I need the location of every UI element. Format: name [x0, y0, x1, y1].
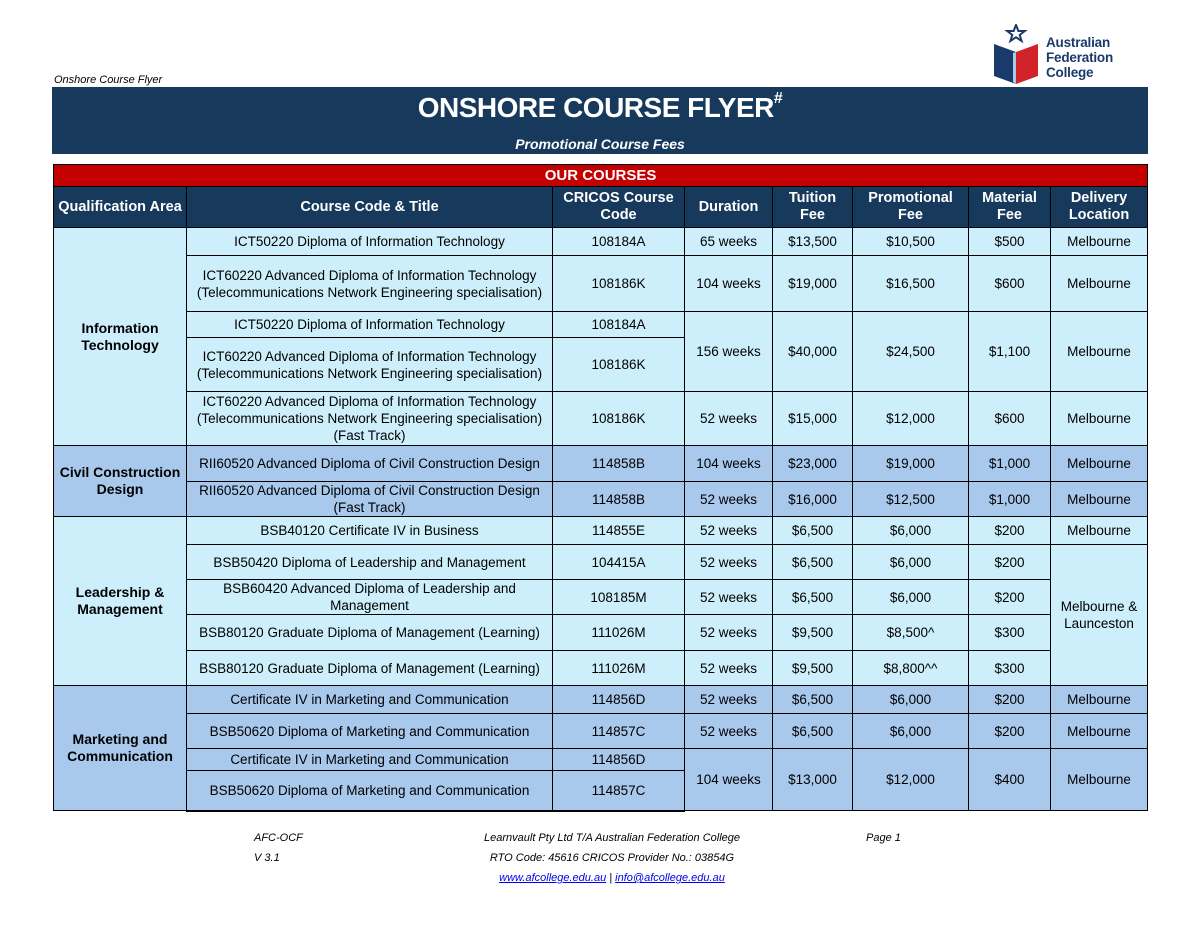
cricos-code: 108184A — [553, 228, 685, 256]
cricos-code: 114856D — [553, 686, 685, 714]
cricos-code: 114856D — [553, 749, 685, 771]
tuition-fee: $6,500 — [773, 580, 853, 615]
course-title: RII60520 Advanced Diploma of Civil Construction Design (Fast Track) — [187, 482, 553, 517]
duration: 52 weeks — [685, 651, 773, 686]
delivery-location: Melbourne — [1051, 749, 1148, 811]
duration: 104 weeks — [685, 446, 773, 482]
promotional-fee: $16,500 — [853, 256, 969, 312]
section-header-row — [54, 165, 1148, 187]
table-row — [54, 749, 1148, 771]
link-separator: | — [606, 872, 616, 884]
delivery-location: Melbourne — [1051, 517, 1148, 545]
cricos-code: 108186K — [553, 392, 685, 446]
page-subtitle: Promotional Course Fees — [515, 136, 685, 152]
section-title: OUR COURSES — [54, 165, 1148, 187]
title-footnote-mark: # — [773, 90, 783, 107]
duration: 52 weeks — [685, 392, 773, 446]
material-fee: $200 — [969, 686, 1051, 714]
course-title: BSB50620 Diploma of Marketing and Communication — [187, 714, 553, 749]
course-title: ICT50220 Diploma of Information Technology — [187, 312, 553, 338]
delivery-location-text: Melbourne & Launceston — [1060, 599, 1138, 631]
footer-rto: RTO Code: 45616 CRICOS Provider No.: 03854G — [489, 852, 735, 864]
promotional-fee: $10,500 — [853, 228, 969, 256]
duration: 52 weeks — [685, 615, 773, 651]
course-title: BSB60420 Advanced Diploma of Leadership and Management — [187, 580, 553, 615]
footer-doc-code: AFC-OCF — [254, 832, 303, 844]
website-link[interactable]: www.afcollege.edu.au — [499, 872, 607, 884]
course-title: BSB50420 Diploma of Leadership and Management — [187, 545, 553, 580]
table-row — [54, 686, 1148, 714]
cricos-code: 114855E — [553, 517, 685, 545]
page-title-text: ONSHORE COURSE FLYER — [417, 92, 774, 123]
table-row — [54, 615, 1148, 651]
star-book-logo-icon — [992, 24, 1044, 86]
email-link[interactable]: info@afcollege.edu.au — [615, 872, 725, 884]
cricos-code: 114858B — [553, 446, 685, 482]
promotional-fee: $6,000 — [853, 580, 969, 615]
tuition-fee: $6,500 — [773, 545, 853, 580]
promotional-fee: $12,000 — [853, 749, 969, 811]
promotional-fee: $6,000 — [853, 545, 969, 580]
table-row — [54, 446, 1148, 482]
cricos-code: 114858B — [553, 482, 685, 517]
footer-company: Learnvault Pty Ltd T/A Australian Federation College — [484, 832, 740, 844]
material-fee: $1,000 — [969, 446, 1051, 482]
duration: 52 weeks — [685, 714, 773, 749]
promotional-fee: $6,000 — [853, 714, 969, 749]
duration: 52 weeks — [685, 545, 773, 580]
promotional-fee: $6,000 — [853, 686, 969, 714]
material-fee: $1,100 — [969, 312, 1051, 392]
footer-page-number: Page 1 — [866, 832, 901, 844]
table-row — [54, 392, 1148, 446]
course-title: BSB40120 Certificate IV in Business — [187, 517, 553, 545]
title-banner — [52, 87, 1148, 154]
delivery-location: Melbourne — [1051, 482, 1148, 517]
cricos-code: 111026M — [553, 651, 685, 686]
table-row — [54, 228, 1148, 256]
column-header: Duration — [685, 187, 773, 228]
qualification-area: Marketing and Communication — [54, 686, 187, 811]
cricos-code: 108185M — [553, 580, 685, 615]
column-header: CRICOS Course Code — [553, 187, 685, 228]
qualification-area: Civil Construction Design — [54, 446, 187, 517]
promotional-fee: $6,000 — [853, 517, 969, 545]
column-header-row — [54, 187, 1148, 228]
material-fee: $500 — [969, 228, 1051, 256]
tuition-fee: $9,500 — [773, 615, 853, 651]
table-row — [54, 545, 1148, 580]
course-title: ICT50220 Diploma of Information Technology — [187, 228, 553, 256]
duration: 104 weeks — [685, 749, 773, 811]
tuition-fee: $23,000 — [773, 446, 853, 482]
promotional-fee: $24,500 — [853, 312, 969, 392]
column-header: Material Fee — [969, 187, 1051, 228]
cricos-code: 108186K — [553, 256, 685, 312]
logo-line-3: College — [1046, 65, 1094, 80]
table-row — [54, 651, 1148, 686]
table-row — [54, 517, 1148, 545]
courses-table — [53, 164, 1148, 812]
delivery-location: Melbourne — [1051, 446, 1148, 482]
delivery-location: Melbourne — [1051, 256, 1148, 312]
cricos-code: 114857C — [553, 771, 685, 811]
table-row — [54, 482, 1148, 517]
footer-company-info — [0, 828, 1200, 888]
material-fee: $300 — [969, 615, 1051, 651]
promotional-fee: $8,800^^ — [853, 651, 969, 686]
tuition-fee: $13,500 — [773, 228, 853, 256]
promotional-fee: $8,500^ — [853, 615, 969, 651]
duration: 52 weeks — [685, 686, 773, 714]
table-row — [54, 312, 1148, 338]
material-fee: $400 — [969, 749, 1051, 811]
cricos-code: 111026M — [553, 615, 685, 651]
course-title: BSB80120 Graduate Diploma of Management (Learning) — [187, 651, 553, 686]
logo-line-1: Australian — [1046, 35, 1111, 50]
material-fee: $600 — [969, 392, 1051, 446]
duration: 52 weeks — [685, 580, 773, 615]
material-fee: $1,000 — [969, 482, 1051, 517]
column-header: Promotional Fee — [853, 187, 969, 228]
promotional-fee: $19,000 — [853, 446, 969, 482]
tuition-fee: $19,000 — [773, 256, 853, 312]
footer-version: V 3.1 — [254, 852, 280, 864]
table-row — [54, 580, 1148, 615]
tuition-fee: $6,500 — [773, 517, 853, 545]
course-title: ICT60220 Advanced Diploma of Information Technology (Telecommunications Network Engineering specialisation) — [187, 256, 553, 312]
college-logo — [992, 24, 1122, 86]
promotional-fee: $12,500 — [853, 482, 969, 517]
table-row — [54, 714, 1148, 749]
delivery-location: Melbourne — [1051, 686, 1148, 714]
duration: 104 weeks — [685, 256, 773, 312]
tuition-fee: $9,500 — [773, 651, 853, 686]
duration: 52 weeks — [685, 517, 773, 545]
qualification-area: Leadership & Management — [54, 517, 187, 686]
tuition-fee: $6,500 — [773, 714, 853, 749]
delivery-location: Melbourne — [1051, 714, 1148, 749]
tuition-fee: $40,000 — [773, 312, 853, 392]
page-title — [52, 92, 1148, 124]
tuition-fee: $16,000 — [773, 482, 853, 517]
course-title: BSB80120 Graduate Diploma of Management (Learning) — [187, 615, 553, 651]
qualification-area: Information Technology — [54, 228, 187, 446]
column-header: Tuition Fee — [773, 187, 853, 228]
tuition-fee: $13,000 — [773, 749, 853, 811]
material-fee: $600 — [969, 256, 1051, 312]
material-fee: $300 — [969, 651, 1051, 686]
delivery-location: Melbourne — [1051, 312, 1148, 392]
delivery-location: Melbourne — [1051, 392, 1148, 446]
table-row — [54, 256, 1148, 312]
column-header: Course Code & Title — [187, 187, 553, 228]
course-title: Certificate IV in Marketing and Communication — [187, 686, 553, 714]
delivery-location — [1051, 545, 1148, 686]
course-title: RII60520 Advanced Diploma of Civil Construction Design — [187, 446, 553, 482]
column-header: Delivery Location — [1051, 187, 1148, 228]
material-fee: $200 — [969, 580, 1051, 615]
course-title: ICT60220 Advanced Diploma of Information Technology (Telecommunications Network Engineering specialisation) — [187, 338, 553, 392]
duration: 156 weeks — [685, 312, 773, 392]
course-title: Certificate IV in Marketing and Communication — [187, 749, 553, 771]
material-fee: $200 — [969, 714, 1051, 749]
course-title: BSB50620 Diploma of Marketing and Communication — [187, 771, 553, 811]
tuition-fee: $6,500 — [773, 686, 853, 714]
material-fee: $200 — [969, 517, 1051, 545]
course-title: ICT60220 Advanced Diploma of Information Technology (Telecommunications Network Engineering specialisation) (Fast Track) — [187, 392, 553, 446]
document-label: Onshore Course Flyer — [54, 74, 163, 86]
column-header: Qualification Area — [54, 187, 187, 228]
footer-links — [0, 868, 1200, 888]
duration: 65 weeks — [685, 228, 773, 256]
tuition-fee: $15,000 — [773, 392, 853, 446]
delivery-location: Melbourne — [1051, 228, 1148, 256]
duration: 52 weeks — [685, 482, 773, 517]
promotional-fee: $12,000 — [853, 392, 969, 446]
cricos-code: 104415A — [553, 545, 685, 580]
cricos-code: 114857C — [553, 714, 685, 749]
logo-line-2: Federation — [1046, 50, 1114, 65]
cricos-code: 108184A — [553, 312, 685, 338]
material-fee: $200 — [969, 545, 1051, 580]
cricos-code: 108186K — [553, 338, 685, 392]
